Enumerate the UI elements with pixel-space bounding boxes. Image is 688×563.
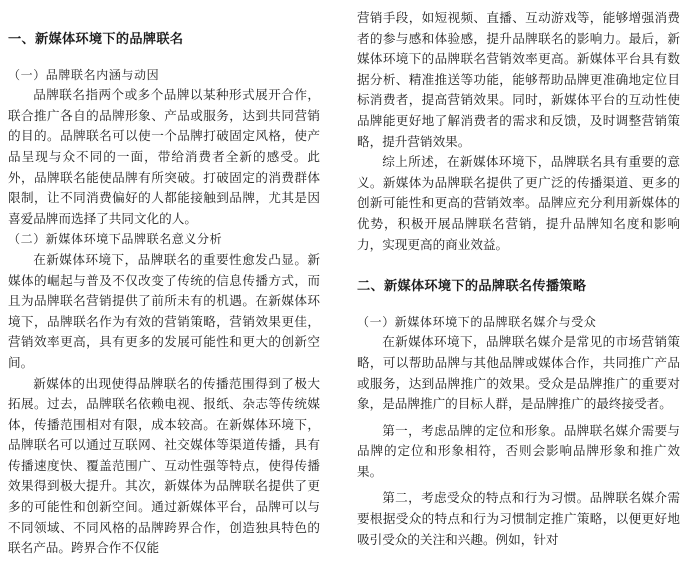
continued-paragraph: 营销手段，如短视频、直播、互动游戏等，能够增强消费者的参与感和体验感，提升品牌联名的影响力。最后，新媒体环境下的品牌联名营销效率更高。新媒体平台具有数据分析、精准推送等功能，能够帮助品牌更准确地定位目标消费者，提高营销效果。同时，新媒体平台的互动性使品牌能更好地了解消费者的需求和反馈，及时调整营销策略，提升营销效果。 xyxy=(357,10,680,149)
subsection2-heading: （二）新媒体环境下品牌联名意义分析 xyxy=(8,232,223,247)
subsection3-paragraph-2: 第一，考虑品牌的定位和形象。品牌联名媒介需要与品牌的定位和形象相符，否则会影响品牌形象和推广效果。 xyxy=(357,422,680,479)
section1-heading: 一、新媒体环境下的品牌联名 xyxy=(8,32,184,47)
subsection1-heading: （一）品牌联名内涵与动因 xyxy=(8,67,160,82)
section2-heading: 二、新媒体环境下的品牌联名传播策略 xyxy=(357,279,587,295)
subsection3-heading: （一）新媒体环境下的品牌联名媒介与受众 xyxy=(357,314,597,329)
subsection2-paragraph-1: 在新媒体环境下，品牌联名的重要性愈发凸显。新媒体的崛起与普及不仅改变了传统的信息传播方式，而且为品牌联名营销提供了前所未有的机遇。在新媒体环境下，品牌联名作为有效的营销策略，营销效果更佳，营销效率更高，具有更多的发展可能性和更大的创新空间。 xyxy=(8,251,320,370)
summary-paragraph: 综上所述，在新媒体环境下，品牌联名具有重要的意义。新媒体为品牌联名提供了更广泛的传播渠道、更多的创新可能性和更高的营销效率。品牌应充分利用新媒体的优势，积极开展品牌联名营销，提升品牌知名度和影响力，实现更高的商业效益。 xyxy=(357,154,680,252)
subsection2-paragraph-2: 新媒体的出现使得品牌联名的传播范围得到了极大拓展。过去，品牌联名依赖电视、报纸、杂志等传统媒体，传播范围相对有限，成本较高。在新媒体环境下，品牌联名可以通过互联网、社交媒体等渠道传播，具有传播速度快、覆盖范围广、互动性强等特点，使得传播效果得到极大提升。其次，新媒体为品牌联名提供了更多的可能性和创新空间。通过新媒体平台，品牌可以与不同领域、不同风格的品牌跨界合作，创造独具特色的联名产品。跨界合作不仅能 xyxy=(8,375,320,556)
subsection1-paragraph: 品牌联名指两个或多个品牌以某种形式展开合作，联合推广各自的品牌形象、产品或服务，达到共同营销的目的。品牌联名可以使一个品牌打破固定风格，使产品呈现与众不同的一面，带给消费者全新的感受。此外，品牌联名能使品牌有所突破。打破固定的消费群体限制，让不同消费偏好的人都能接触到品牌，尤其是因喜爱品牌而选择了共同文化的人。 xyxy=(8,87,320,226)
left-column xyxy=(8,8,320,559)
subsection3-paragraph-3: 第二，考虑受众的特点和行为习惯。品牌联名媒介需要根据受众的特点和行为习惯制定推广策略，以便更好地吸引受众的关注和兴趣。例如，针对 xyxy=(357,490,680,547)
subsection3-paragraph-1: 在新媒体环境下，品牌联名媒介是常见的市场营销策略，可以帮助品牌与其他品牌或媒体合作，共同推广产品或服务，达到品牌推广的效果。受众是品牌推广的重要对象，是品牌推广的目标人群，是品牌推广的最终接受者。 xyxy=(357,334,680,412)
right-column xyxy=(357,8,680,550)
